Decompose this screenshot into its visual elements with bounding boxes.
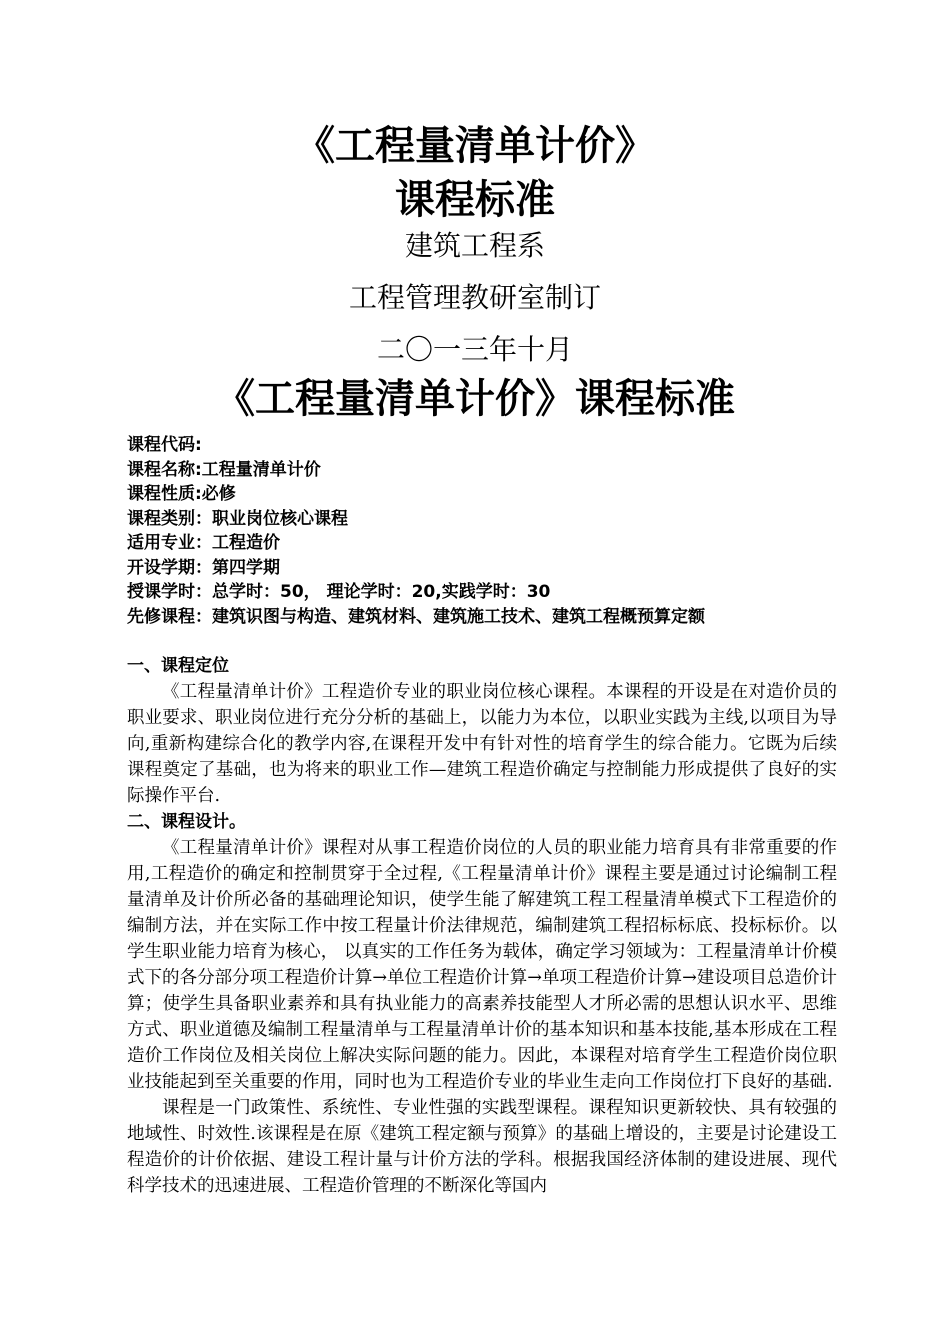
cover-title-line1: 《工程量清单计价》 [295, 123, 655, 169]
cover-department: 建筑工程系 [404, 229, 545, 262]
paragraph-design-2: 课程是一门政策性、系统性、专业性强的实践型课程。课程知识更新较快、具有较强的地域性、时效性.该课程是在原《建筑工程定额与预算》的基础上增设的，主要是讨论建设工程造价的计价依据、建设工程计量与计价方法的学科。根据我国经济体制的建设进展、现代科学技术的迅速进展、工程造价管理的不断深化等国内 [127, 1098, 837, 1196]
meta-course-name: 课程名称:工程量清单计价 [127, 459, 321, 480]
meta-course-category: 课程类别：职业岗位核心课程 [127, 508, 348, 529]
paragraph-design-1: 《工程量清单计价》课程对从事工程造价岗位的人员的职业能力培育具有非常重要的作用,工程造价的确定和控制贯穿于全过程,《工程量清单计价》课程主要是通过讨论编制工程量清单及计价所必备的基础理论知识，使学生能了解建筑工程工程量清单模式下工程造价的编制方法，并在实际工作中按工程量计价法律规范，编制建筑工程招标标底、投标标价。以学生职业能力培育为核心， 以真实的工作任务为载体，确定学习领域为：工程量清单计价模式下的各分部分项工程造价计算→单位工程造价计算→单项工程造价计算→建设项目总造价计算；使学生具备职业素养和具有执业能力的高素养技能型人才所必需的思想认识水平、思维方式、职业道德及编制工程量清单与工程量清单计价的基本知识和基本技能,基本形成在工程造价工作岗位及相关岗位上解决实际问题的能力。因此，本课程对培育学生工程造价岗位职业技能起到至关重要的作用，同时也为工程造价专业的毕业生走向工作岗位打下良好的基础. [127, 838, 837, 1092]
meta-course-nature: 课程性质:必修 [127, 484, 236, 504]
section-heading-design: 二、课程设计。 [127, 812, 246, 832]
document-title: 《工程量清单计价》课程标准 [215, 376, 735, 422]
meta-applicable-major: 适用专业：工程造价 [127, 533, 280, 553]
document-body [127, 653, 837, 1199]
cover-office: 工程管理教研室制订 [348, 281, 601, 314]
meta-course-code: 课程代码: [127, 435, 202, 455]
meta-hours: 授课学时：总学时：50， 理论学时：20,实践学时：30 [127, 582, 551, 602]
cover-date: 二〇一三年十月 [376, 333, 573, 366]
section-heading-positioning: 一、课程定位 [127, 656, 229, 676]
meta-prerequisites: 先修课程：建筑识图与构造、建筑材料、建筑施工技术、建筑工程概预算定额 [127, 606, 705, 627]
paragraph-positioning: 《工程量清单计价》工程造价专业的职业岗位核心课程。本课程的开设是在对造价员的职业要求、职业岗位进行充分分析的基础上，以能力为本位，以职业实践为主线,以项目为导向,重新构建综合化的教学内容,在课程开发中有针对性的培育学生的综合能力。它既为后续课程奠定了基础，也为将来的职业工作—建筑工程造价确定与控制能力形成提供了良好的实际操作平台. [127, 682, 837, 806]
course-meta [127, 433, 847, 629]
meta-semester: 开设学期：第四学期 [127, 557, 280, 578]
cover-title-line2: 课程标准 [395, 177, 555, 223]
